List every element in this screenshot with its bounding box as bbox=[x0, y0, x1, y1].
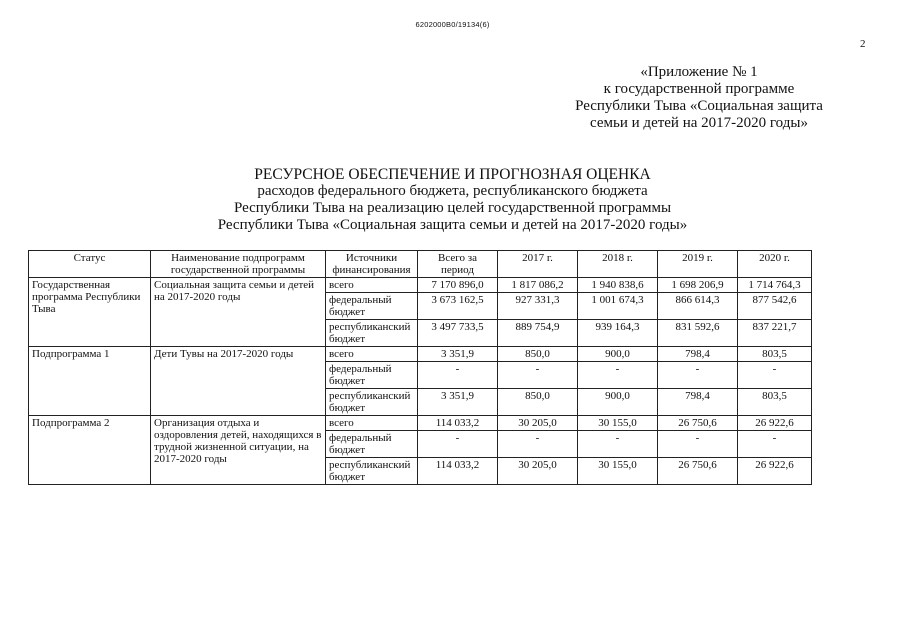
header-status: Статус bbox=[29, 251, 151, 278]
status-cell: Подпрограмма 1 bbox=[29, 347, 151, 416]
year-2020-cell: - bbox=[738, 431, 812, 458]
year-2017-cell: 850,0 bbox=[498, 347, 578, 362]
status-cell: Подпрограмма 2 bbox=[29, 416, 151, 485]
year-2019-cell: 831 592,6 bbox=[658, 320, 738, 347]
funding-source-cell: федеральный бюджет bbox=[326, 293, 418, 320]
total-cell: 3 497 733,5 bbox=[418, 320, 498, 347]
total-cell: - bbox=[418, 362, 498, 389]
header-year-2020: 2020 г. bbox=[738, 251, 812, 278]
total-cell: 3 673 162,5 bbox=[418, 293, 498, 320]
year-2017-cell: 850,0 bbox=[498, 389, 578, 416]
header-subprogram-name: Наименование подпрограмм государственной программы bbox=[151, 251, 326, 278]
title-line: расходов федерального бюджета, республиканского бюджета bbox=[257, 183, 648, 199]
year-2017-cell: 30 205,0 bbox=[498, 458, 578, 485]
status-cell: Государственная программа Республики Тыва bbox=[29, 278, 151, 347]
subprogram-name-cell: Социальная защита семьи и детей на 2017-2020 годы bbox=[151, 278, 326, 347]
year-2019-cell: 866 614,3 bbox=[658, 293, 738, 320]
year-2019-cell: 26 750,6 bbox=[658, 416, 738, 431]
table-row bbox=[29, 416, 812, 431]
year-2019-cell: 798,4 bbox=[658, 389, 738, 416]
resource-table bbox=[28, 250, 812, 485]
funding-source-cell: федеральный бюджет bbox=[326, 362, 418, 389]
header-year-2017: 2017 г. bbox=[498, 251, 578, 278]
year-2017-cell: - bbox=[498, 362, 578, 389]
year-2020-cell: 26 922,6 bbox=[738, 416, 812, 431]
total-cell: 7 170 896,0 bbox=[418, 278, 498, 293]
funding-source-cell: всего bbox=[326, 278, 418, 293]
funding-source-cell: республиканский бюджет bbox=[326, 389, 418, 416]
year-2018-cell: 900,0 bbox=[578, 347, 658, 362]
year-2018-cell: 900,0 bbox=[578, 389, 658, 416]
year-2020-cell: 803,5 bbox=[738, 347, 812, 362]
total-cell: 114 033,2 bbox=[418, 458, 498, 485]
funding-source-cell: всего bbox=[326, 347, 418, 362]
year-2017-cell: 30 205,0 bbox=[498, 416, 578, 431]
year-2020-cell: 26 922,6 bbox=[738, 458, 812, 485]
table-row bbox=[29, 278, 812, 293]
year-2020-cell: 877 542,6 bbox=[738, 293, 812, 320]
appendix-line: к государственной программе bbox=[603, 81, 795, 97]
year-2020-cell: 1 714 764,3 bbox=[738, 278, 812, 293]
appendix-header bbox=[549, 64, 849, 132]
appendix-line: Республики Тыва «Социальная защита bbox=[575, 98, 823, 114]
title-line: РЕСУРСНОЕ ОБЕСПЕЧЕНИЕ И ПРОГНОЗНАЯ ОЦЕНКА bbox=[254, 166, 651, 183]
year-2019-cell: 798,4 bbox=[658, 347, 738, 362]
year-2018-cell: - bbox=[578, 362, 658, 389]
subprogram-name-cell: Организация отдыха и оздоровления детей, находящихся в трудной жизненной ситуации, на 2017-2020 годы bbox=[151, 416, 326, 485]
year-2018-cell: 30 155,0 bbox=[578, 416, 658, 431]
year-2017-cell: 927 331,3 bbox=[498, 293, 578, 320]
funding-source-cell: всего bbox=[326, 416, 418, 431]
funding-source-cell: республиканский бюджет bbox=[326, 320, 418, 347]
total-cell: 114 033,2 bbox=[418, 416, 498, 431]
total-cell: - bbox=[418, 431, 498, 458]
year-2019-cell: 1 698 206,9 bbox=[658, 278, 738, 293]
table-header-row bbox=[29, 251, 812, 278]
total-cell: 3 351,9 bbox=[418, 347, 498, 362]
year-2018-cell: 939 164,3 bbox=[578, 320, 658, 347]
document-title bbox=[0, 166, 905, 234]
year-2018-cell: 30 155,0 bbox=[578, 458, 658, 485]
header-year-2019: 2019 г. bbox=[658, 251, 738, 278]
year-2020-cell: 803,5 bbox=[738, 389, 812, 416]
year-2018-cell: - bbox=[578, 431, 658, 458]
header-total: Всего за период bbox=[418, 251, 498, 278]
total-cell: 3 351,9 bbox=[418, 389, 498, 416]
year-2018-cell: 1 001 674,3 bbox=[578, 293, 658, 320]
funding-source-cell: федеральный бюджет bbox=[326, 431, 418, 458]
year-2019-cell: 26 750,6 bbox=[658, 458, 738, 485]
header-funding-source: Источники финансирования bbox=[326, 251, 418, 278]
subprogram-name-cell: Дети Тувы на 2017-2020 годы bbox=[151, 347, 326, 416]
year-2019-cell: - bbox=[658, 362, 738, 389]
table-row bbox=[29, 347, 812, 362]
year-2017-cell: - bbox=[498, 431, 578, 458]
page-number: 2 bbox=[860, 38, 866, 50]
title-line: Республики Тыва на реализацию целей государственной программы bbox=[233, 200, 672, 216]
year-2017-cell: 1 817 086,2 bbox=[498, 278, 578, 293]
year-2019-cell: - bbox=[658, 431, 738, 458]
title-line: Республики Тыва «Социальная защита семьи и детей на 2017-2020 годы» bbox=[217, 217, 688, 233]
appendix-line: «Приложение № 1 bbox=[640, 64, 758, 80]
year-2020-cell: 837 221,7 bbox=[738, 320, 812, 347]
header-year-2018: 2018 г. bbox=[578, 251, 658, 278]
funding-source-cell: республиканский бюджет bbox=[326, 458, 418, 485]
year-2020-cell: - bbox=[738, 362, 812, 389]
appendix-line: семьи и детей на 2017-2020 годы» bbox=[590, 115, 808, 131]
document-barcode-number: 6202000B0/19134(6) bbox=[415, 20, 490, 29]
year-2017-cell: 889 754,9 bbox=[498, 320, 578, 347]
year-2018-cell: 1 940 838,6 bbox=[578, 278, 658, 293]
